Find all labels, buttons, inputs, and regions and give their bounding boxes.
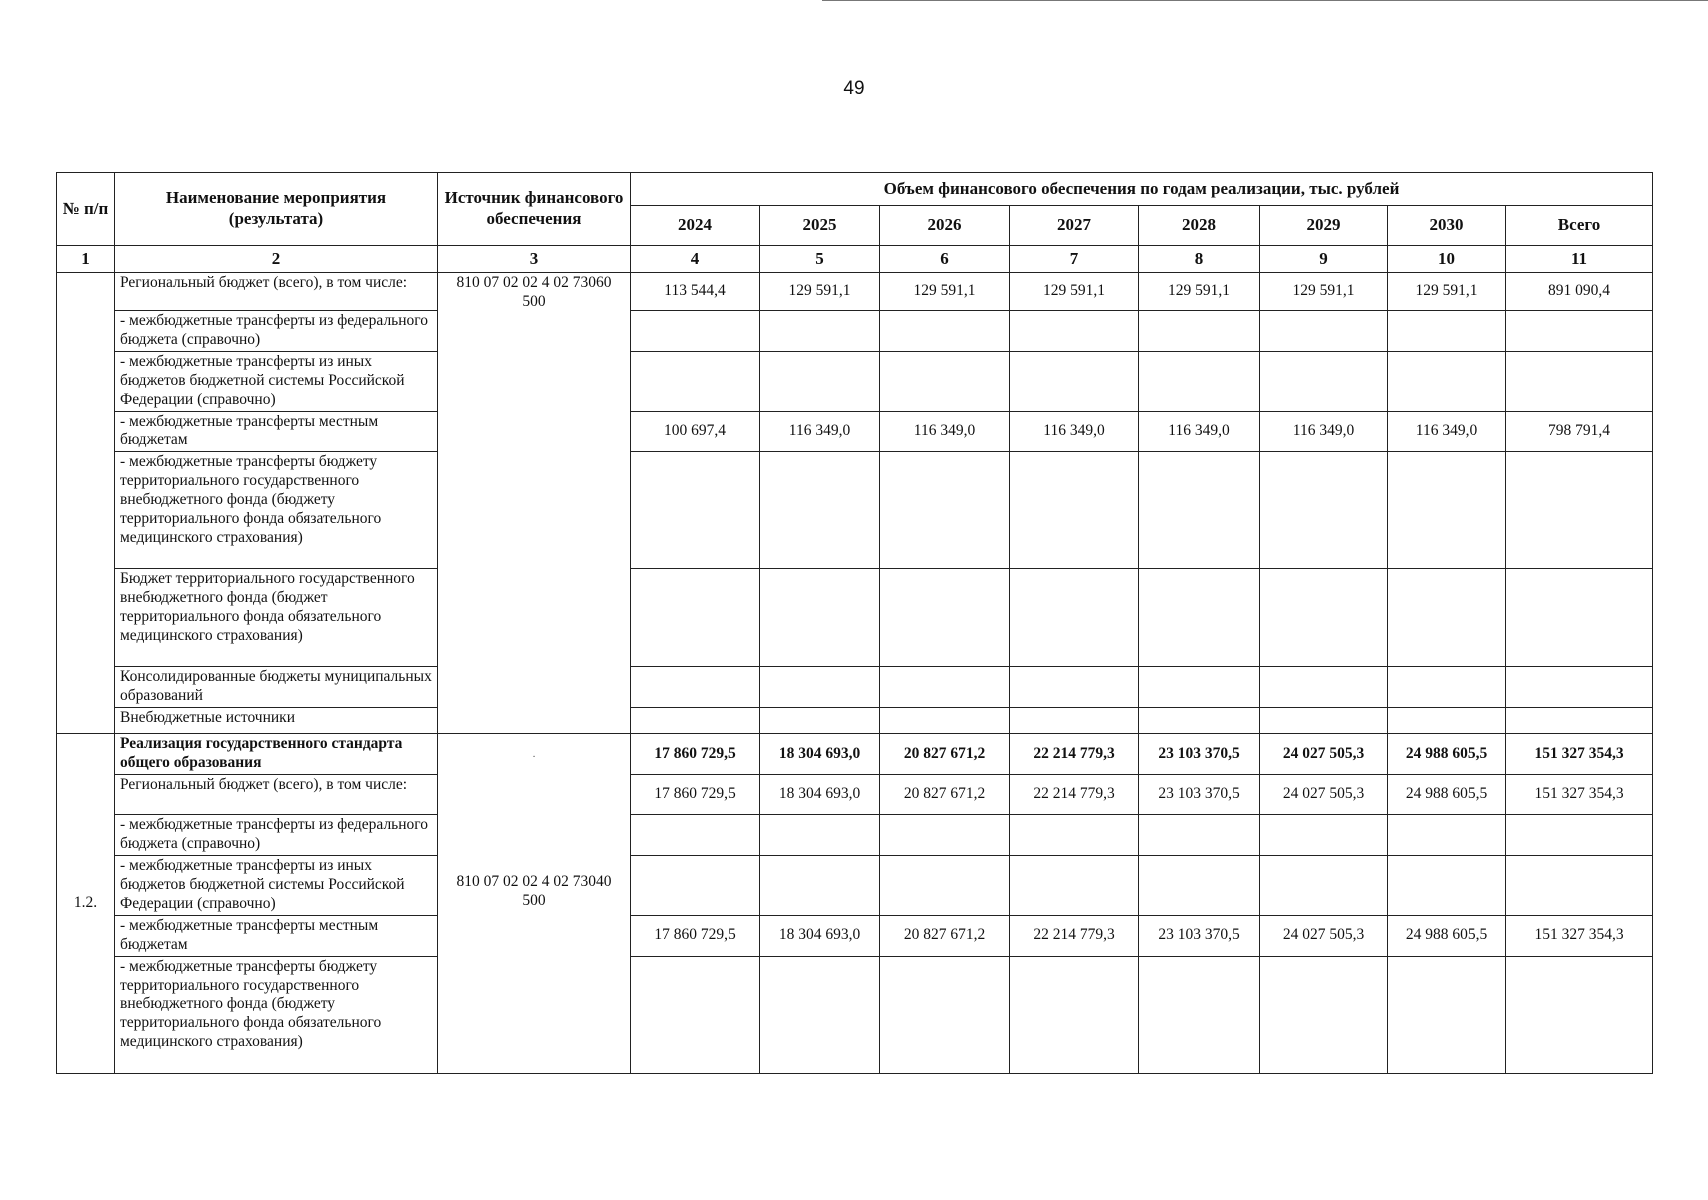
- table-row: [57, 855, 1653, 915]
- year-value-cell: 20 827 671,2: [880, 774, 1010, 814]
- year-value-cell: [1388, 569, 1506, 667]
- year-value-cell: [1260, 814, 1388, 855]
- year-value-cell: [631, 452, 760, 569]
- year-value-cell: 116 349,0: [1010, 411, 1139, 452]
- year-value-cell: [760, 708, 880, 734]
- activity-name-cell: - межбюджетные трансферты из федерального бюджета (справочно): [115, 311, 438, 352]
- total-value-cell: [1506, 351, 1653, 411]
- header-source: Источник финансового обеспечения: [438, 173, 631, 246]
- header-year: 2025: [760, 206, 880, 246]
- table-row: [57, 452, 1653, 569]
- header-volume: Объем финансового обеспечения по годам реализации, тыс. рублей: [631, 173, 1653, 206]
- header-year: 2026: [880, 206, 1010, 246]
- year-value-cell: [1010, 814, 1139, 855]
- year-value-cell: [880, 956, 1010, 1073]
- year-value-cell: [1260, 855, 1388, 915]
- year-value-cell: 24 027 505,3: [1260, 774, 1388, 814]
- year-value-cell: 17 860 729,5: [631, 915, 760, 956]
- table-row: [57, 956, 1653, 1073]
- year-value-cell: [631, 708, 760, 734]
- year-value-cell: [1260, 452, 1388, 569]
- year-value-cell: 24 988 605,5: [1388, 774, 1506, 814]
- activity-name-cell: - межбюджетные трансферты из иных бюджетов бюджетной системы Российской Федерации (справочно): [115, 855, 438, 915]
- year-value-cell: [1388, 855, 1506, 915]
- year-value-cell: 100 697,4: [631, 411, 760, 452]
- year-value-cell: 116 349,0: [1139, 411, 1260, 452]
- total-value-cell: 891 090,4: [1506, 273, 1653, 311]
- activity-name-cell: - межбюджетные трансферты бюджету территориального государственного внебюджетного фонда (бюджету территориального фонда обязательного медицинского страхования): [115, 452, 438, 569]
- year-value-cell: [880, 708, 1010, 734]
- year-value-cell: 129 591,1: [760, 273, 880, 311]
- year-value-cell: [1139, 956, 1260, 1073]
- year-value-cell: 22 214 779,3: [1010, 734, 1139, 775]
- total-value-cell: 798 791,4: [1506, 411, 1653, 452]
- year-value-cell: [1010, 351, 1139, 411]
- year-value-cell: [1139, 667, 1260, 708]
- year-value-cell: 24 027 505,3: [1260, 734, 1388, 775]
- year-value-cell: 113 544,4: [631, 273, 760, 311]
- column-number: 3: [438, 246, 631, 273]
- year-value-cell: [631, 855, 760, 915]
- table-row: [57, 774, 1653, 814]
- year-value-cell: [1260, 351, 1388, 411]
- total-value-cell: 151 327 354,3: [1506, 915, 1653, 956]
- year-value-cell: [1388, 311, 1506, 352]
- year-value-cell: [1388, 351, 1506, 411]
- funding-source-cell: [438, 273, 631, 734]
- year-value-cell: 20 827 671,2: [880, 734, 1010, 775]
- column-number: 5: [760, 246, 880, 273]
- year-value-cell: [1388, 956, 1506, 1073]
- year-value-cell: [880, 351, 1010, 411]
- year-value-cell: [760, 667, 880, 708]
- year-value-cell: [1260, 956, 1388, 1073]
- year-value-cell: 129 591,1: [1010, 273, 1139, 311]
- year-value-cell: 18 304 693,0: [760, 915, 880, 956]
- table-row: [57, 351, 1653, 411]
- total-value-cell: [1506, 956, 1653, 1073]
- year-value-cell: 24 988 605,5: [1388, 915, 1506, 956]
- total-value-cell: [1506, 569, 1653, 667]
- year-value-cell: [631, 956, 760, 1073]
- year-value-cell: 129 591,1: [1139, 273, 1260, 311]
- header-num: № п/п: [57, 173, 115, 246]
- year-value-cell: 116 349,0: [760, 411, 880, 452]
- year-value-cell: [1139, 708, 1260, 734]
- year-value-cell: [760, 956, 880, 1073]
- year-value-cell: [1010, 956, 1139, 1073]
- year-value-cell: [1010, 708, 1139, 734]
- year-value-cell: [1388, 667, 1506, 708]
- total-value-cell: [1506, 311, 1653, 352]
- table-body: [57, 246, 1653, 1074]
- year-value-cell: [1010, 452, 1139, 569]
- year-value-cell: 24 027 505,3: [1260, 915, 1388, 956]
- year-value-cell: 22 214 779,3: [1010, 915, 1139, 956]
- column-number: 7: [1010, 246, 1139, 273]
- year-value-cell: [760, 855, 880, 915]
- year-value-cell: [1260, 569, 1388, 667]
- year-value-cell: [1010, 667, 1139, 708]
- year-value-cell: 18 304 693,0: [760, 774, 880, 814]
- year-value-cell: 17 860 729,5: [631, 774, 760, 814]
- column-number: 6: [880, 246, 1010, 273]
- year-value-cell: [880, 667, 1010, 708]
- year-value-cell: [1010, 569, 1139, 667]
- year-value-cell: 129 591,1: [1260, 273, 1388, 311]
- header-year: 2027: [1010, 206, 1139, 246]
- table-row: [57, 311, 1653, 352]
- year-value-cell: 116 349,0: [1260, 411, 1388, 452]
- year-value-cell: 129 591,1: [880, 273, 1010, 311]
- year-value-cell: 18 304 693,0: [760, 734, 880, 775]
- activity-name-cell: - межбюджетные трансферты бюджету территориального государственного внебюджетного фонда (бюджету территориального фонда обязательного медицинского страхования): [115, 956, 438, 1073]
- year-value-cell: 23 103 370,5: [1139, 734, 1260, 775]
- year-value-cell: [1139, 351, 1260, 411]
- total-value-cell: [1506, 814, 1653, 855]
- year-value-cell: 116 349,0: [880, 411, 1010, 452]
- column-number: 2: [115, 246, 438, 273]
- year-value-cell: [631, 311, 760, 352]
- activity-name-cell: Консолидированные бюджеты муниципальных образований: [115, 667, 438, 708]
- year-value-cell: [760, 814, 880, 855]
- activity-name-cell: - межбюджетные трансферты из федерального бюджета (справочно): [115, 814, 438, 855]
- year-value-cell: [1388, 452, 1506, 569]
- column-number: 9: [1260, 246, 1388, 273]
- funding-source-code: 810 07 02 02 4 02 73060 500: [456, 274, 612, 310]
- column-number: 11: [1506, 246, 1653, 273]
- table-row: [57, 667, 1653, 708]
- year-value-cell: [631, 667, 760, 708]
- year-value-cell: 24 988 605,5: [1388, 734, 1506, 775]
- header-year: 2028: [1139, 206, 1260, 246]
- activity-name-cell: - межбюджетные трансферты местным бюджетам: [115, 915, 438, 956]
- year-value-cell: 23 103 370,5: [1139, 915, 1260, 956]
- year-value-cell: 23 103 370,5: [1139, 774, 1260, 814]
- header-name: Наименование мероприятия (результата): [115, 173, 438, 246]
- funding-source-cell: [438, 734, 631, 1073]
- year-value-cell: [760, 452, 880, 569]
- activity-name-cell: - межбюджетные трансферты местным бюджетам: [115, 411, 438, 452]
- financing-table: [56, 172, 1653, 1074]
- year-value-cell: [880, 569, 1010, 667]
- year-value-cell: [880, 452, 1010, 569]
- year-value-cell: [1388, 814, 1506, 855]
- year-value-cell: [880, 311, 1010, 352]
- year-value-cell: [1139, 814, 1260, 855]
- header-year: 2029: [1260, 206, 1388, 246]
- year-value-cell: [631, 569, 760, 667]
- table-row: [57, 411, 1653, 452]
- column-numbers-row: [57, 246, 1653, 273]
- funding-source-code: 810 07 02 02 4 02 73040 500: [456, 873, 612, 910]
- activity-name-cell: - межбюджетные трансферты из иных бюджетов бюджетной системы Российской Федерации (справочно): [115, 351, 438, 411]
- activity-name-cell: Внебюджетные источники: [115, 708, 438, 734]
- total-value-cell: [1506, 708, 1653, 734]
- year-value-cell: [760, 569, 880, 667]
- row-index-cell: 1.2.: [57, 734, 115, 1073]
- column-number: 4: [631, 246, 760, 273]
- table-row: [57, 915, 1653, 956]
- activity-name-cell: Региональный бюджет (всего), в том числе:: [115, 774, 438, 814]
- header-year: 2030: [1388, 206, 1506, 246]
- table-row: [57, 734, 1653, 775]
- year-value-cell: 20 827 671,2: [880, 915, 1010, 956]
- column-number: 10: [1388, 246, 1506, 273]
- year-value-cell: [1139, 569, 1260, 667]
- activity-name-cell: Бюджет территориального государственного внебюджетного фонда (бюджет территориального фонда обязательного медицинского страхования): [115, 569, 438, 667]
- activity-name-cell: Региональный бюджет (всего), в том числе:: [115, 273, 438, 311]
- header-total: Всего: [1506, 206, 1653, 246]
- table-row: [57, 708, 1653, 734]
- table-row: [57, 273, 1653, 311]
- total-value-cell: [1506, 452, 1653, 569]
- year-value-cell: 22 214 779,3: [1010, 774, 1139, 814]
- year-value-cell: [1260, 311, 1388, 352]
- table-row: [57, 814, 1653, 855]
- column-number: 1: [57, 246, 115, 273]
- year-value-cell: [1010, 311, 1139, 352]
- table-row: [57, 569, 1653, 667]
- scan-mark: ·: [532, 752, 536, 764]
- year-value-cell: [1260, 667, 1388, 708]
- page-number: 49: [843, 78, 865, 99]
- year-value-cell: [1139, 452, 1260, 569]
- total-value-cell: [1506, 855, 1653, 915]
- total-value-cell: [1506, 667, 1653, 708]
- year-value-cell: [1260, 708, 1388, 734]
- year-value-cell: 129 591,1: [1388, 273, 1506, 311]
- scan-top-rule: [822, 0, 1708, 1]
- year-value-cell: [1010, 855, 1139, 915]
- total-value-cell: 151 327 354,3: [1506, 734, 1653, 775]
- year-value-cell: [631, 814, 760, 855]
- year-value-cell: [1139, 855, 1260, 915]
- header-year: 2024: [631, 206, 760, 246]
- activity-name-cell: Реализация государственного стандарта общего образования: [115, 734, 438, 775]
- column-number: 8: [1139, 246, 1260, 273]
- total-value-cell: 151 327 354,3: [1506, 774, 1653, 814]
- year-value-cell: [880, 855, 1010, 915]
- year-value-cell: [1388, 708, 1506, 734]
- year-value-cell: [760, 311, 880, 352]
- year-value-cell: [631, 351, 760, 411]
- year-value-cell: [760, 351, 880, 411]
- year-value-cell: 116 349,0: [1388, 411, 1506, 452]
- year-value-cell: 17 860 729,5: [631, 734, 760, 775]
- year-value-cell: [880, 814, 1010, 855]
- row-index-cell: [57, 273, 115, 734]
- table-header: [57, 173, 1653, 246]
- year-value-cell: [1139, 311, 1260, 352]
